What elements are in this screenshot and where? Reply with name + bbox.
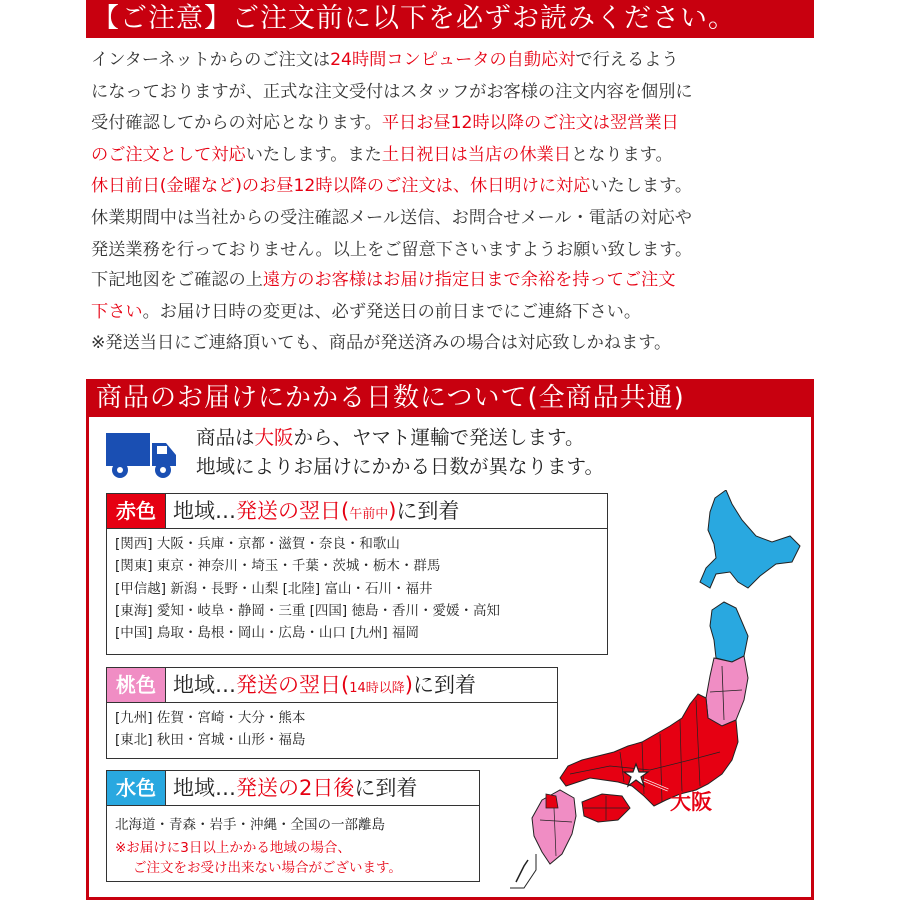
notice-paragraph-2: 下記地図をご確認の上遠方のお客様はお届け指定日まで余裕を持ってご注文 下さい。お届け日時の変更は、必ず発送日の前日までにご連絡下さい。 ※発送当日にご連絡頂いても、商品が発送済みの場合は対応致しかねます。: [91, 270, 676, 354]
zone-row: [関東] 東京・神奈川・埼玉・千葉・茨城・栃木・群馬: [115, 558, 441, 575]
zone-blue-tag: 水色: [107, 771, 166, 805]
notice-title: 【ご注意】ご注文前に以下を必ずお読みください。: [86, 0, 814, 38]
zone-blue-header: [107, 771, 479, 806]
zone-row: 北海道・青森・岩手・沖縄・全国の一部離島: [115, 817, 385, 833]
zone-row: [甲信越] 新潟・長野・山梨 [北陸] 富山・石川・福井: [115, 580, 433, 597]
zone-blue-rows: [107, 806, 479, 878]
zone-blue-box: [106, 770, 480, 882]
map-region-okinawa: [516, 860, 528, 882]
zone-pink-header: [107, 668, 557, 703]
zone-row: [東海] 愛知・岐阜・静岡・三重 [四国] 徳島・香川・愛媛・高知: [115, 602, 500, 619]
notice-paragraph-1: インターネットからのご注文は24時間コンピュータの自動応対で行えるよう になっておりますが、正式な注文受付はスタッフがお客様の注文内容を個別に 受付確認してからの対応となります。平日お昼12時以降のご注文は翌営業日 のご注文として対応いたします。また土日祝日は当店の休業日となります。 休日前日(金曜など)のお昼12時以降のご注文は、休日明けに対応いたします。 休業期間中は当社からの受注確認メール送信、お問合せメール・電話の対応や 発送業務を行っておりません。以上をご留意下さいますようお願い致します。: [91, 50, 693, 260]
delivery-truck-icon: [106, 433, 178, 479]
map-region-aomori-iwate: [710, 602, 748, 662]
delivery-intro: [196, 423, 604, 481]
zone-pink-heading: 地域…発送の翌日(14時以降)に到着: [173, 673, 476, 697]
zone-pink-tag: 桃色: [107, 668, 166, 702]
zone-blue-heading: 地域…発送の2日後に到着: [173, 776, 418, 800]
zone-red-tag: 赤色: [107, 494, 166, 528]
osaka-label: 大阪: [670, 790, 712, 814]
delivery-section-title: 商品のお届けにかかる日数について(全商品共通): [86, 379, 814, 417]
zone-red-heading: 地域…発送の翌日(午前中)に到着: [173, 499, 460, 523]
japan-delivery-map: [510, 490, 810, 890]
zone-row: [関西] 大阪・兵庫・京都・滋賀・奈良・和歌山: [115, 536, 400, 552]
zone-blue-note-2: ご注文をお受け出来ない場合がございます。: [133, 860, 402, 877]
delivery-intro-line-1: 商品は大阪から、ヤマト運輸で発送します。: [196, 426, 585, 449]
zone-row: [九州] 佐賀・宮崎・大分・熊本: [115, 710, 306, 726]
map-region-hokkaido: [700, 490, 800, 588]
zone-pink-rows: [107, 703, 557, 752]
zone-blue-note-1: ※お届けに3日以上かかる地域の場合、: [115, 840, 351, 857]
delivery-intro-line-2: 地域によりお届けにかかる日数が異なります。: [196, 455, 604, 478]
zone-row: [中国] 鳥取・島根・岡山・広島・山口 [九州] 福岡: [115, 625, 419, 642]
zone-row: [東北] 秋田・宮城・山形・福島: [115, 732, 306, 749]
zone-pink-box: [106, 667, 558, 759]
